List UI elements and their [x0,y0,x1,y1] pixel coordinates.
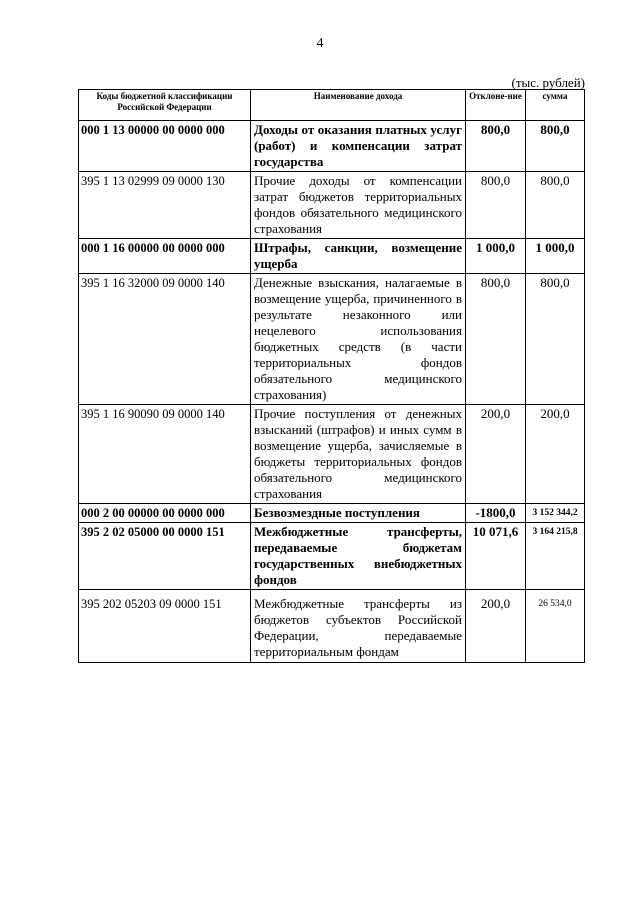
row-code: 395 202 05203 09 0000 151 [79,590,251,663]
row-sum: 800,0 [526,172,585,239]
row-deviation: 10 071,6 [466,523,526,590]
table-row [79,121,585,172]
table-row [79,274,585,405]
row-sum: 26 534,0 [526,590,585,663]
row-code: 000 1 13 00000 00 0000 000 [79,121,251,172]
row-name: Прочие доходы от компенсации затрат бюджетов территориальных фондов обязательного медицинского страхования [251,172,466,239]
table-row [79,239,585,274]
table-row [79,590,585,663]
header-sum: сумма [526,90,585,121]
row-code: 000 2 00 00000 00 0000 000 [79,504,251,523]
row-deviation: 800,0 [466,172,526,239]
table-header-row [79,90,585,121]
row-sum: 1 000,0 [526,239,585,274]
units-label: (тыс. рублей) [511,75,585,90]
row-code: 395 1 16 32000 09 0000 140 [79,274,251,405]
row-code: 395 1 16 90090 09 0000 140 [79,405,251,504]
table-row [79,405,585,504]
row-name: Штрафы, санкции, возмещение ущерба [251,239,466,274]
row-deviation: 1 000,0 [466,239,526,274]
row-name: Межбюджетные трансферты из бюджетов субъектов Российской Федерации, передаваемые территориальным фондам [251,590,466,663]
row-name: Доходы от оказания платных услуг (работ) и компенсации затрат государства [251,121,466,172]
header-code: Коды бюджетной классификации Российской Федерации [79,90,251,121]
row-sum: 3 152 344,2 [526,504,585,523]
row-sum: 800,0 [526,121,585,172]
page-number: 4 [316,36,324,51]
row-sum: 200,0 [526,405,585,504]
header-deviation: Отклоне-ние [466,90,526,121]
row-deviation: 800,0 [466,274,526,405]
row-sum: 800,0 [526,274,585,405]
row-deviation: 800,0 [466,121,526,172]
table-row [79,523,585,590]
revenue-table [78,89,585,663]
row-deviation: 200,0 [466,590,526,663]
row-deviation: 200,0 [466,405,526,504]
header-name: Наименование дохода [251,90,466,121]
row-sum: 3 164 215,8 [526,523,585,590]
row-deviation: -1800,0 [466,504,526,523]
row-name: Межбюджетные трансферты, передаваемые бюджетам государственных внебюджетных фондов [251,523,466,590]
row-name: Денежные взыскания, налагаемые в возмещение ущерба, причиненного в результате незаконного или нецелевого использования бюджетных средств (в части территориальных фондов обязательного медицинского страхования) [251,274,466,405]
row-code: 000 1 16 00000 00 0000 000 [79,239,251,274]
row-code: 395 2 02 05000 00 0000 151 [79,523,251,590]
table-row [79,504,585,523]
row-name: Безвозмездные поступления [251,504,466,523]
row-name: Прочие поступления от денежных взысканий (штрафов) и иных сумм в возмещение ущерба, зачисляемые в бюджеты территориальных фондов обязательного медицинского страхования [251,405,466,504]
row-code: 395 1 13 02999 09 0000 130 [79,172,251,239]
table-row [79,172,585,239]
